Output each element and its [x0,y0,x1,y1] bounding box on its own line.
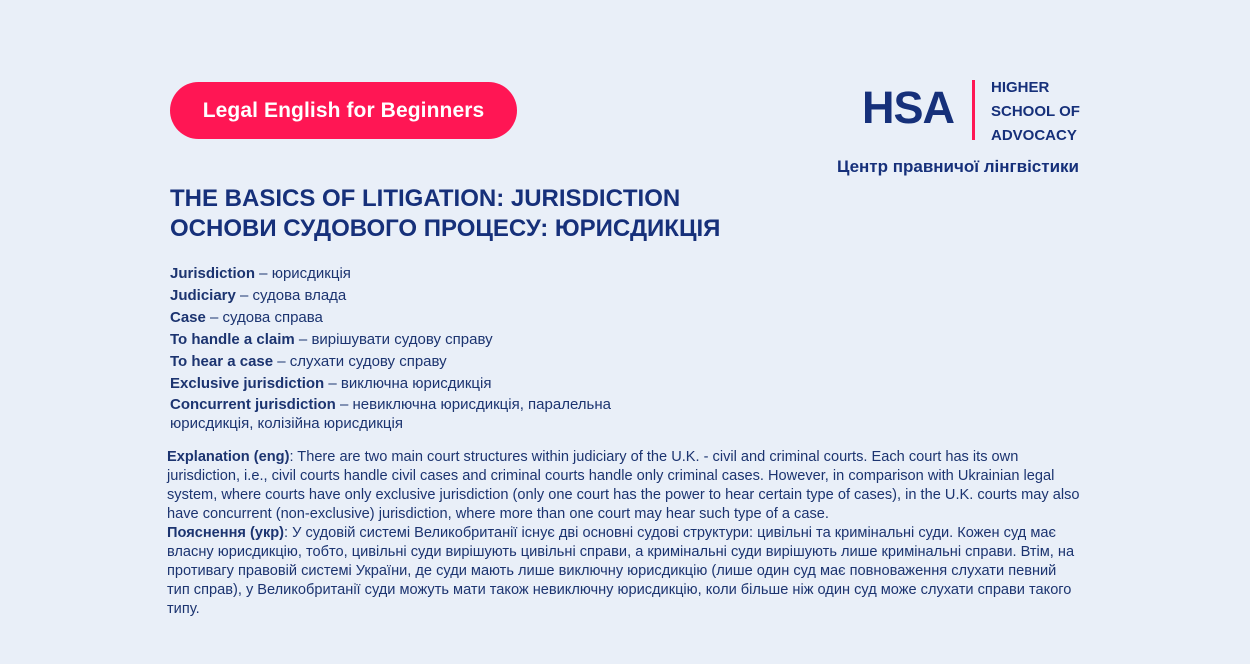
vocab-translation: – виключна юрисдикція [324,375,492,392]
logo-line-3: ADVOCACY [991,127,1077,144]
explanation-english-label: Explanation (eng) [167,449,290,465]
logo-abbreviation: HSA [862,82,955,133]
vocab-translation: – слухати судову справу [273,353,447,370]
vocab-translation: – судова влада [235,287,347,304]
center-name: Центр правничої лінгвістики [836,157,1079,176]
hsa-logo [862,76,1082,144]
vocab-translation: – юрисдикція [255,265,351,282]
vocab-item [170,307,690,329]
explanation-ukrainian-label: Пояснення (укр) [167,525,285,541]
explanations [167,448,1083,619]
vocabulary-list [170,263,690,433]
vocab-item [170,263,690,285]
vocab-item [170,395,690,433]
title-english: THE BASICS OF LITIGATION: JURISDICTION [170,185,681,212]
vocab-term: To hear a case [170,353,274,370]
explanation-english-text: : There are two main court structures within judiciary of the U.K. - civil and criminal courts. Each court has its own jurisdiction, i.e., civil courts handle civil cases and criminal courts handle only criminal cases. However, in comparison with Ukrainian legal system, where courts have only exclusive jurisdiction (only one court has the power to hear certain type of cases), in the U.K. courts may also have concurrent (non-exclusive) jurisdiction, where more than one court may hear such type of a case. [167,449,1080,522]
vocab-term: Exclusive jurisdiction [170,375,325,392]
vocab-translation: – судова справа [205,309,323,326]
title-ukrainian: ОСНОВИ СУДОВОГО ПРОЦЕСУ: ЮРИСДИКЦІЯ [170,215,721,242]
vocab-translation: – невиключна юрисдикція, паралельна юрисдикція, колізійна юрисдикція [170,396,611,432]
course-badge [170,82,517,139]
explanation-ukrainian [167,524,1083,619]
vocab-item [170,329,690,351]
course-badge-label: Legal English for Beginners [202,98,485,122]
vocab-item [170,285,690,307]
vocab-item [170,351,690,373]
vocab-term: Judiciary [170,287,236,304]
explanation-english [167,448,1083,524]
vocab-item [170,373,690,395]
vocab-translation: – вирішувати судову справу [294,331,493,348]
explanation-ukrainian-text: : У судовій системі Великобританії існує дві основні судові структури: цивільні та кримінальні суди. Кожен суд має власну юрисдикцію, тобто, цивільні суди вирішують цивільні справи, а кримінальні суди вирішують лише кримінальні справи. Втім, на противагу правовій системі України, де суди мають лише виключну юрисдикцію (лише один суд має повноваження слухати певний тип справ), у Великобританії суди можуть мати також невиключну юрисдикцію, коли більше ніж один суд може слухати справи такого типу. [167,525,1075,617]
logo-line-1: HIGHER [991,79,1050,96]
page-title [170,184,720,244]
logo-wordmark [991,76,1080,148]
vocab-term: Concurrent jurisdiction [170,396,336,413]
vocab-term: Case [170,309,206,326]
logo-line-2: SCHOOL OF [991,103,1080,120]
vocab-term: To handle a claim [170,331,295,348]
logo-divider [972,80,975,140]
vocab-term: Jurisdiction [170,265,256,282]
